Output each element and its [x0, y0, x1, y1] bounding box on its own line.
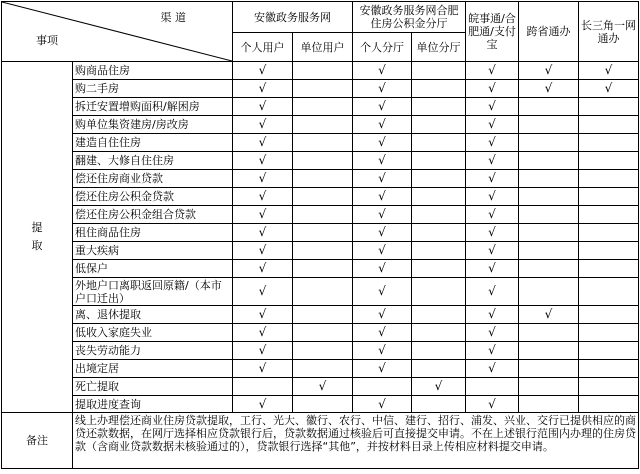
check-mark: √ [466, 224, 519, 242]
item-name: 购商品住房 [73, 62, 233, 80]
empty-cell [519, 98, 579, 116]
empty-cell [579, 98, 639, 116]
unit-user-header: 单位用户 [293, 33, 353, 62]
check-mark: √ [233, 242, 293, 260]
empty-cell [579, 134, 639, 152]
empty-cell [293, 62, 353, 80]
yrd-header: 长三角一网通办 [579, 2, 639, 62]
check-mark: √ [466, 152, 519, 170]
check-mark: √ [353, 396, 412, 413]
check-mark: √ [353, 306, 412, 324]
check-mark: √ [233, 116, 293, 134]
empty-cell [579, 360, 639, 378]
item-header-label: 事项 [36, 34, 58, 47]
empty-cell [579, 342, 639, 360]
empty-cell [293, 342, 353, 360]
empty-cell [293, 134, 353, 152]
empty-cell [519, 360, 579, 378]
empty-cell [412, 260, 466, 278]
check-mark: √ [466, 170, 519, 188]
table-row [2, 62, 639, 80]
check-mark: √ [353, 170, 412, 188]
empty-cell [519, 396, 579, 413]
check-mark: √ [233, 206, 293, 224]
empty-cell [412, 80, 466, 98]
check-mark: √ [353, 116, 412, 134]
empty-cell [293, 260, 353, 278]
category-char: 取 [31, 239, 43, 252]
table-row [2, 360, 639, 378]
empty-cell [293, 152, 353, 170]
empty-cell [579, 260, 639, 278]
check-mark: √ [233, 360, 293, 378]
check-mark: √ [353, 62, 412, 80]
empty-cell [579, 306, 639, 324]
table-row [2, 80, 639, 98]
empty-cell [293, 188, 353, 206]
empty-cell [466, 378, 519, 396]
group-fund-hall-header: 安徽政务服务网合肥住房公积金分厅 [353, 2, 466, 33]
check-mark: √ [353, 188, 412, 206]
check-mark: √ [466, 206, 519, 224]
table-row [2, 224, 639, 242]
check-mark: √ [579, 80, 639, 98]
check-mark: √ [233, 80, 293, 98]
check-mark: √ [353, 152, 412, 170]
item-name: 购单位集资建房/房改房 [73, 116, 233, 134]
empty-cell [412, 360, 466, 378]
table-row [2, 170, 639, 188]
empty-cell [579, 378, 639, 396]
table-row [2, 206, 639, 224]
empty-cell [412, 62, 466, 80]
empty-cell [579, 324, 639, 342]
check-mark: √ [353, 206, 412, 224]
check-mark: √ [466, 134, 519, 152]
item-name: 租住商品住房 [73, 224, 233, 242]
channel-header-label: 渠 道 [160, 11, 186, 24]
check-mark: √ [233, 396, 293, 413]
category-char: 提 [31, 221, 43, 234]
empty-cell [293, 206, 353, 224]
cross-province-header: 跨省通办 [519, 2, 579, 62]
empty-cell [412, 342, 466, 360]
check-mark: √ [233, 170, 293, 188]
check-mark: √ [353, 224, 412, 242]
check-mark: √ [466, 278, 519, 306]
empty-cell [412, 224, 466, 242]
diagonal-line [2, 2, 232, 61]
check-mark: √ [353, 324, 412, 342]
empty-cell [293, 306, 353, 324]
check-mark: √ [233, 62, 293, 80]
remark-text: 线上办理偿还商业住房贷款提取，工行、光大、徽行、农行、中信、建行、招行、浦发、兴业、交行已提供相应的商贷还款数据，在网厅选择相应贷款银行后，贷款数据通过核验后可直接提交申请。不在上述银行范围内办理的住房贷款（含商业贷款数据未核验通过的），贷款银行选择“其他”，并按材料目录上传相应材料提交申请。 [73, 413, 639, 469]
empty-cell [293, 242, 353, 260]
check-mark: √ [353, 278, 412, 306]
item-name: 死亡提取 [73, 378, 233, 396]
check-mark: √ [353, 80, 412, 98]
empty-cell [579, 396, 639, 413]
check-mark: √ [233, 342, 293, 360]
item-name: 翻建、大修自住住房 [73, 152, 233, 170]
personal-user-header: 个人用户 [233, 33, 293, 62]
item-name: 偿还住房商业贷款 [73, 170, 233, 188]
check-mark: √ [233, 260, 293, 278]
table-row [2, 378, 639, 396]
remark-row [2, 413, 639, 469]
empty-cell [579, 206, 639, 224]
remark-label: 备注 [2, 413, 73, 469]
check-mark: √ [466, 360, 519, 378]
check-mark: √ [353, 242, 412, 260]
empty-cell [233, 378, 293, 396]
check-mark: √ [293, 378, 353, 396]
table-row [2, 396, 639, 413]
personal-hall-header: 个人分厅 [353, 33, 412, 62]
table-row [2, 324, 639, 342]
empty-cell [353, 378, 412, 396]
item-name: 离、退休提取 [73, 306, 233, 324]
check-mark: √ [233, 324, 293, 342]
empty-cell [412, 98, 466, 116]
corner-header [2, 2, 233, 62]
empty-cell [519, 116, 579, 134]
empty-cell [519, 152, 579, 170]
item-name: 购二手房 [73, 80, 233, 98]
empty-cell [519, 224, 579, 242]
check-mark: √ [353, 342, 412, 360]
check-mark: √ [519, 80, 579, 98]
empty-cell [519, 242, 579, 260]
empty-cell [412, 306, 466, 324]
check-mark: √ [579, 62, 639, 80]
empty-cell [579, 242, 639, 260]
empty-cell [293, 224, 353, 242]
empty-cell [412, 170, 466, 188]
item-name: 提取进度查询 [73, 396, 233, 413]
item-name: 拆迁安置增购面积/解困房 [73, 98, 233, 116]
check-mark: √ [466, 260, 519, 278]
check-mark: √ [353, 98, 412, 116]
empty-cell [412, 206, 466, 224]
item-name: 偿还住房公积金贷款 [73, 188, 233, 206]
empty-cell [412, 324, 466, 342]
check-mark: √ [233, 278, 293, 306]
empty-cell [293, 324, 353, 342]
item-name: 出境定居 [73, 360, 233, 378]
empty-cell [293, 98, 353, 116]
table-row [2, 342, 639, 360]
check-mark: √ [466, 98, 519, 116]
empty-cell [293, 278, 353, 306]
empty-cell [519, 378, 579, 396]
unit-hall-header: 单位分厅 [412, 33, 466, 62]
check-mark: √ [519, 62, 579, 80]
table-row [2, 306, 639, 324]
table-row [2, 134, 639, 152]
table-row [2, 98, 639, 116]
item-name: 低保户 [73, 260, 233, 278]
empty-cell [519, 170, 579, 188]
item-name: 偿还住房公积金组合贷款 [73, 206, 233, 224]
empty-cell [293, 116, 353, 134]
empty-cell [293, 170, 353, 188]
check-mark: √ [466, 396, 519, 413]
check-mark: √ [466, 342, 519, 360]
item-name: 外地户口离职返回原籍/（本市户口迁出） [73, 278, 233, 306]
empty-cell [412, 134, 466, 152]
check-mark: √ [412, 378, 466, 396]
empty-cell [412, 242, 466, 260]
empty-cell [579, 188, 639, 206]
check-mark: √ [466, 116, 519, 134]
check-mark: √ [466, 80, 519, 98]
table-row [2, 242, 639, 260]
table-row [2, 152, 639, 170]
empty-cell [519, 134, 579, 152]
check-mark: √ [233, 224, 293, 242]
empty-cell [519, 188, 579, 206]
empty-cell [412, 396, 466, 413]
check-mark: √ [353, 360, 412, 378]
table-row [2, 260, 639, 278]
check-mark: √ [466, 306, 519, 324]
empty-cell [579, 152, 639, 170]
empty-cell [293, 80, 353, 98]
empty-cell [579, 278, 639, 306]
item-name: 建造自住住房 [73, 134, 233, 152]
check-mark: √ [233, 152, 293, 170]
table-row [2, 188, 639, 206]
empty-cell [412, 152, 466, 170]
empty-cell [412, 116, 466, 134]
wantong-header: 皖事通/合肥通/支付宝 [466, 2, 519, 62]
empty-cell [412, 278, 466, 306]
empty-cell [293, 396, 353, 413]
empty-cell [412, 188, 466, 206]
check-mark: √ [233, 98, 293, 116]
empty-cell [519, 206, 579, 224]
check-mark: √ [233, 188, 293, 206]
check-mark: √ [519, 306, 579, 324]
check-mark: √ [466, 324, 519, 342]
channel-matrix-table [1, 1, 639, 469]
table-row [2, 116, 639, 134]
check-mark: √ [466, 62, 519, 80]
item-name: 低收入家庭失业 [73, 324, 233, 342]
group-anhui-header: 安徽政务服务网 [233, 2, 353, 33]
category-withdrawal [2, 62, 73, 413]
empty-cell [579, 170, 639, 188]
check-mark: √ [466, 242, 519, 260]
empty-cell [519, 278, 579, 306]
empty-cell [579, 116, 639, 134]
empty-cell [519, 324, 579, 342]
empty-cell [519, 342, 579, 360]
check-mark: √ [466, 188, 519, 206]
empty-cell [519, 260, 579, 278]
check-mark: √ [233, 134, 293, 152]
item-name: 丧失劳动能力 [73, 342, 233, 360]
empty-cell [293, 360, 353, 378]
check-mark: √ [353, 260, 412, 278]
empty-cell [579, 224, 639, 242]
table-row [2, 278, 639, 306]
item-name: 重大疾病 [73, 242, 233, 260]
check-mark: √ [233, 306, 293, 324]
check-mark: √ [353, 134, 412, 152]
